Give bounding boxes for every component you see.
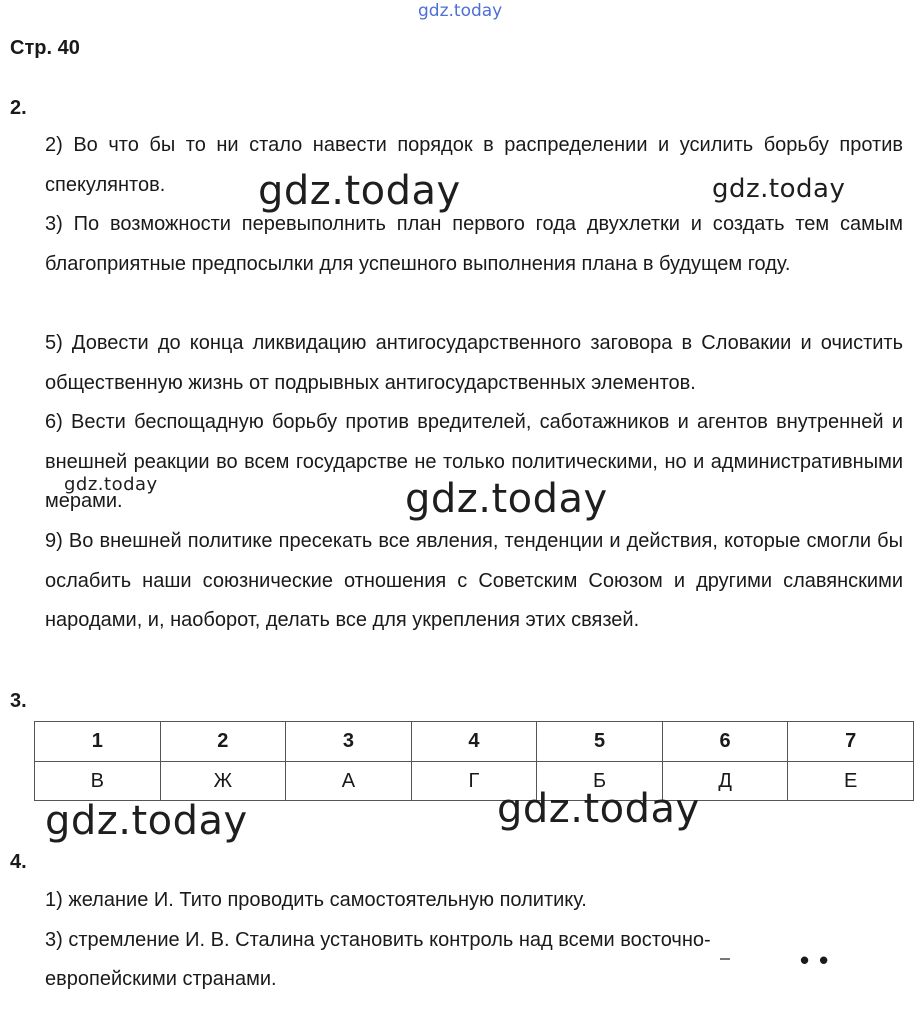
task-2-item: 9) Во внешней политике пресекать все явления, тенденции и действия, которые смогли бы ослабить наши союзнические отношения с Советским Союзом и другими славянскими народами, и, наоборот, делать все для укрепления этих связей.: [45, 530, 903, 631]
task-4-item: 1) желание И. Тито проводить самостоятельную политику.: [45, 889, 587, 911]
watermark: gdz.today: [258, 168, 461, 214]
page-title: Стр. 40: [10, 37, 80, 59]
table-header-cell: 6: [662, 722, 788, 762]
table-cell: А: [286, 762, 412, 801]
task-2-number: 2.: [10, 97, 27, 119]
task-2-item: 5) Довести до конца ликвидацию антигосударственного заговора в Словакии и очистить общественную жизнь от подрывных антигосударственных элементов.: [45, 332, 903, 394]
watermark: gdz.today: [497, 786, 700, 832]
table-cell: Г: [411, 762, 537, 801]
table-header-cell: 1: [35, 722, 161, 762]
task-2-item: 2) Во что бы то ни стало навести порядок в распределении и усилить борьбу против спекулянтов.: [45, 134, 903, 196]
table-cell: Е: [788, 762, 914, 801]
watermark: gdz.today: [712, 174, 846, 204]
watermark-top: gdz.today: [418, 1, 503, 21]
table-cell: Д: [662, 762, 788, 801]
scan-artifact-dots: ••: [800, 945, 839, 975]
task-2-item: 6) Вести беспощадную борьбу против вредителей, саботажников и агентов внутренней и внешней реакции во всем государстве не только политическими, но и административными мерами.: [45, 411, 903, 512]
table-cell: В: [35, 762, 161, 801]
table-cell: Ж: [160, 762, 286, 801]
task-4-item: европейскими странами.: [45, 968, 277, 990]
table-header-cell: 2: [160, 722, 286, 762]
table-header-cell: 3: [286, 722, 412, 762]
task-3-number: 3.: [10, 690, 27, 712]
table-header-cell: 7: [788, 722, 914, 762]
watermark: gdz.today: [45, 798, 248, 844]
table-row: [35, 762, 914, 801]
table-header-row: [35, 722, 914, 762]
watermark: gdz.today: [405, 476, 608, 522]
task-4-item: 3) стремление И. В. Сталина установить контроль над всеми восточно-: [45, 929, 711, 951]
task-2-item: 3) По возможности перевыполнить план первого года двухлетки и создать тем самым благоприятные предпосылки для успешного выполнения плана в будущем году.: [45, 213, 903, 275]
table-cell: Б: [537, 762, 663, 801]
table-header-cell: 4: [411, 722, 537, 762]
watermark: gdz.today: [64, 474, 158, 495]
table-header-cell: 5: [537, 722, 663, 762]
answer-table: [34, 721, 914, 801]
task-4-number: 4.: [10, 851, 27, 873]
scan-artifact: [720, 958, 730, 960]
